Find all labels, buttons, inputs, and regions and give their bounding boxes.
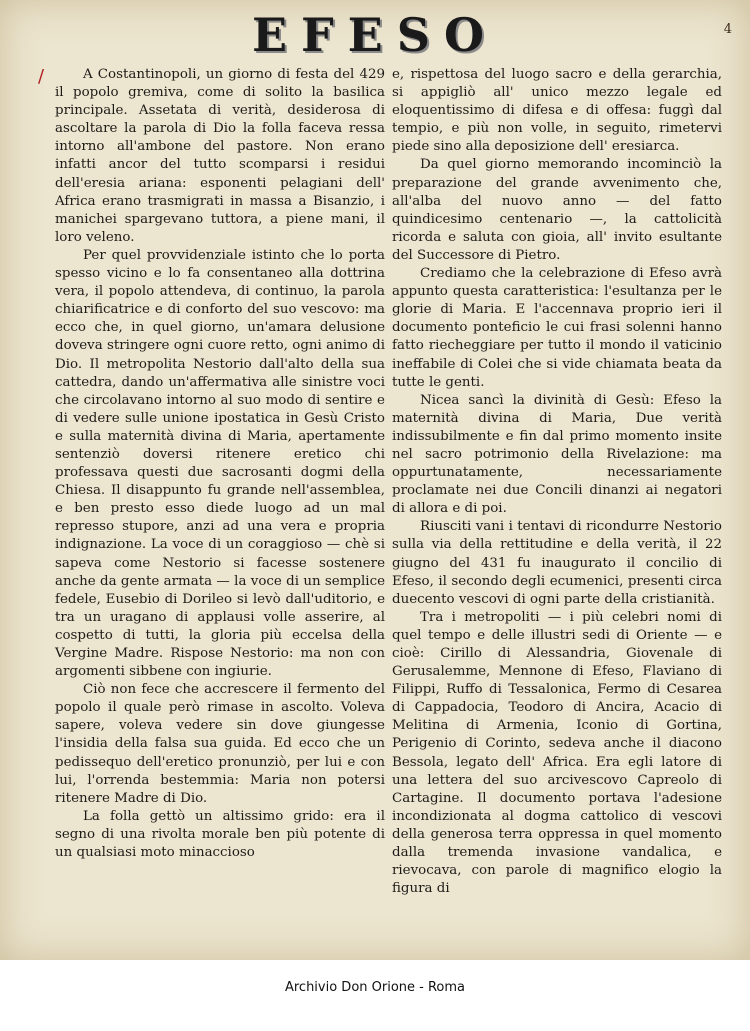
paragraph: Crediamo che la celebrazione di Efeso avrà appunto questa caratteristica: l'esultanza per le glorie di Maria. E l'accennava proprio ieri il documento ponteficio le cui frasi solenni hanno fatto riecheggiare per tutto il mondo il vaticinio ineffabile di Colei che si vide chiamata beata da tutte le genti. <box>392 266 722 390</box>
left-column <box>55 66 385 862</box>
page-title: EFESO <box>251 8 499 62</box>
paragraph: Da quel giorno memorando incominciò la preparazione del grande avvenimento che, all'alba del nuovo anno — del fatto quindicesimo centenario —, la cattolicità ricorda e saluta con gioia, all' invito esultante del Successore di Pietro. <box>392 157 722 263</box>
archive-footer: Archivio Don Orione - Roma <box>284 980 466 995</box>
paragraph: Nicea sancì la divinità di Gesù: Efeso la maternità divina di Maria, Due verità indissubilmente e fin dal primo momento insite nel sacro potrimonio della Rivelazione: ma oppurtunatamente, necessariamente proclamate nei due Concili dinanzi ai negatori di allora e di poi. <box>392 392 722 517</box>
margin-mark: / <box>38 66 45 87</box>
paragraph: Per quel provvidenziale istinto che lo porta spesso vicino e lo fa consentaneo alla dottrina vera, il popolo attendeva, di continuo, la parola chiarificatrice e di conforto del suo vescovo: ma ecco che, in quel giorno, un'amara delusione doveva stringere ogni cuore retto, ogni animo di Dio. Il metropolita Nestorio dall'alto della sua cattedra, dando un'affermativa alle sinistre voci che circolavano intorno al suo modo di sentire e di vedere sulle unione ipostatica in Gesù Cristo e sulla maternità divina di Maria, apertamente sentenziò doversi ritenere eretico chi professava questi due sacrosanti dogmi della Chiesa. Il disappunto fu grande nell'assemblea, e ben presto esso diede luogo ad un mal represso stupore, anzi ad una vera e propria indignazione. La voce di un coraggioso — chè si sapeva come Nestorio si facesse sostenere anche da gente armata — la voce di un semplice fedele, Eusebio di Dorileo si levò dall'uditorio, e tra un uragano di applausi volle asserire, al cospetto di tutti, la gloria più eccelsa della Vergine Madre. Rispose Nestorio: ma non con argomenti sibbene con ingiurie. <box>55 247 385 680</box>
page-number: 4 <box>723 22 732 37</box>
paragraph: Tra i metropoliti — i più celebri nomi di quel tempo e delle illustri sedi di Oriente — e cioè: Cirillo di Alessandria, Giovenale di Gerusalemme, Mennone di Efeso, Flaviano di Filippi, Ruffo di Tessalonica, Fermo di Cesarea di Cappadocia, Teodoro di Ancira, Acacio di Melitina di Armenia, Iconio di Gortina, Perigenio di Corinto, sedeva anche il diacono Bessola, legato dell' Africa. Era egli latore di una lettera del suo arcivescovo Capreolo di Cartagine. Il documento portava l'adesione incondizionata al dogma cattolico di vescovi della generosa terra oppressa in quel momento dalla tremenda invasione vandalica, e rievocava, con parole di magnifico elogio la figura di <box>392 609 722 897</box>
paragraph: e, rispettosa del luogo sacro e della gerarchia, si appigliò all' unico mezzo legale ed eloquentissimo di difesa e di offesa: fuggì dal tempio, e più non volle, in seguito, rimetervi piede sino alla deposizione dell' eresiarca. <box>392 67 722 155</box>
right-column <box>392 66 722 898</box>
paragraph: La folla gettò un altissimo grido: era il segno di una rivolta morale ben più potente di un qualsiasi moto minaccioso <box>55 808 385 861</box>
paragraph: Ciò non fece che accrescere il fermento del popolo il quale però rimase in ascolto. Voleva sapere, voleva vedere sin dove giungesse l'insidia della falsa sua guida. Ed ecco che un pedissequo dell'eretico pronunziò, per lui e con lui, l'orrenda bestemmia: Maria non potersi ritenere Madre di Dio. <box>55 682 385 806</box>
paragraph: A Costantinopoli, un giorno di festa del 429 il popolo gremiva, come di solito la basilica principale. Assetata di verità, desiderosa di ascoltare la parola di Dio la folla faceva ressa intorno all'ambone del pastore. Non erano infatti ancor del tutto scomparsi i residui dell'eresia ariana: esponenti pelagiani dell' Africa erano trasmigrati in massa a Bisanzio, i manichei spargevano tuttora, a piene mani, il loro veleno. <box>55 67 385 245</box>
paragraph: Riusciti vani i tentavi di ricondurre Nestorio sulla via della rettitudine e della verità, il 22 giugno del 431 fu inaugurato il concilio di Efeso, il secondo degli ecumenici, presenti circa duecento vescovi di ogni parte della cristianità. <box>392 519 722 607</box>
